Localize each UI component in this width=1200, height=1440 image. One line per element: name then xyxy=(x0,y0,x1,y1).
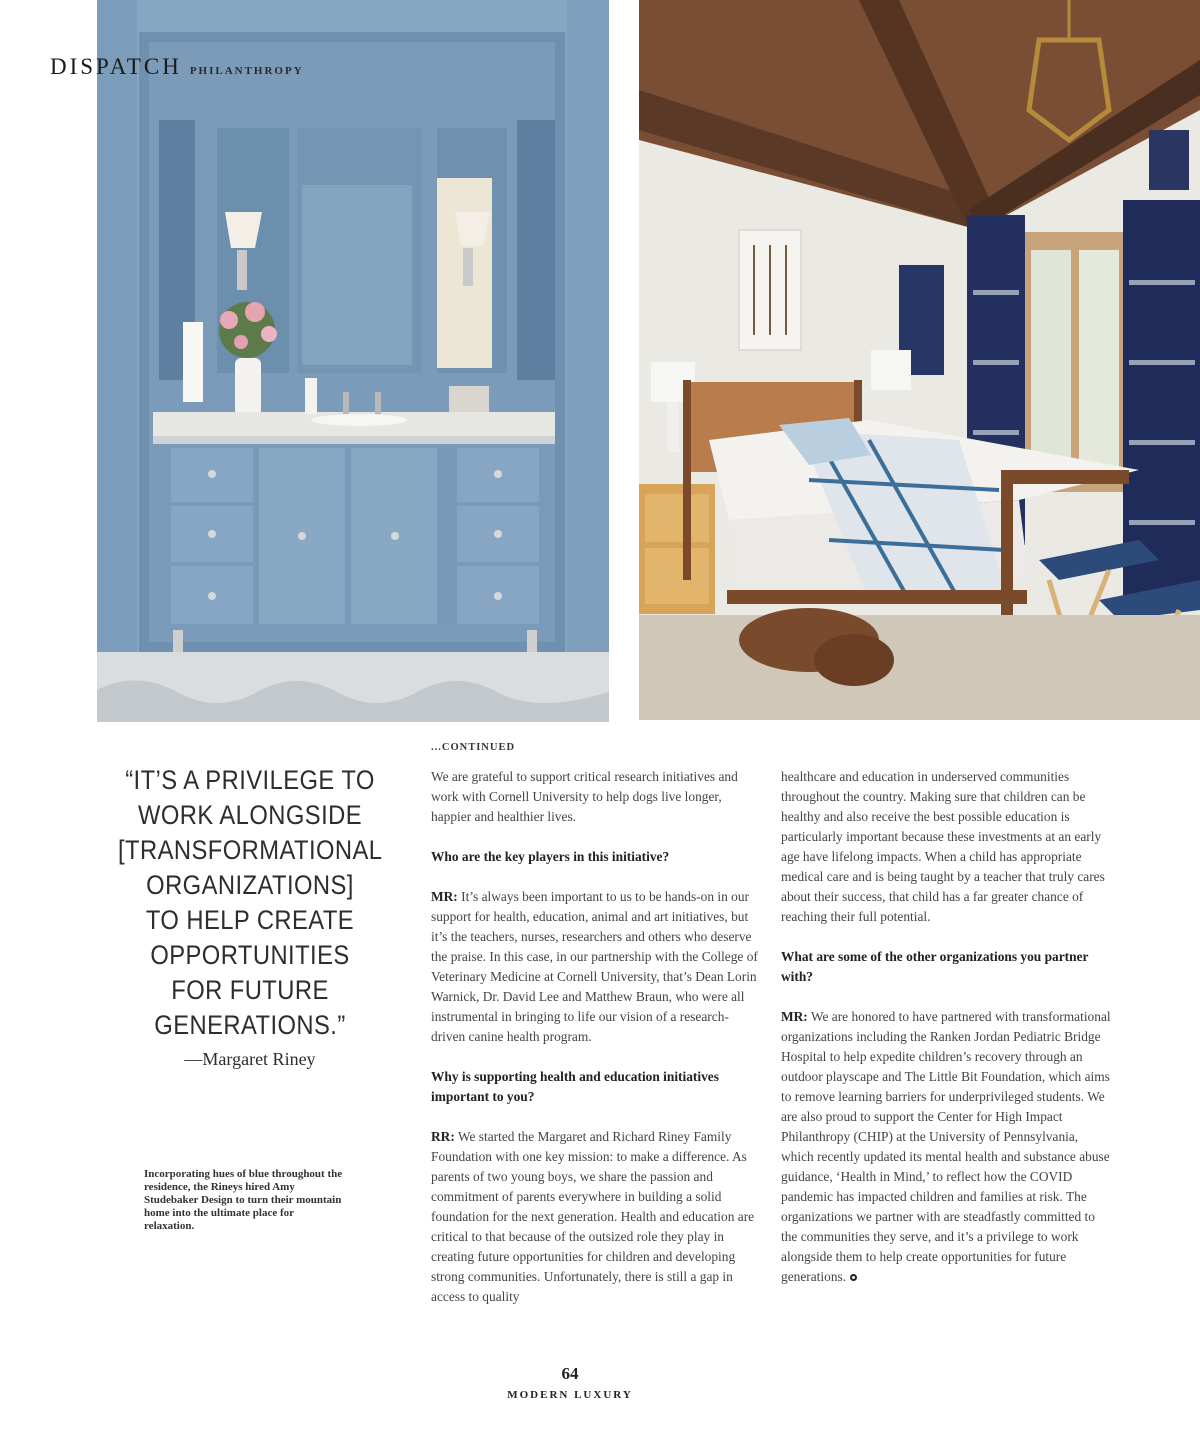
answer-text: We are honored to have partnered with transformational organizations including the Ranken Jordan Pediatric Bridge Hospital to help expedite children’s recovery through an outdoor playscape and The Little Bit Foundation, which aims to remove learning barriers for underprivileged students. We are also proud to support the Center for High Impact Philanthropy (CHIP) at the University of Pennsylvania, which recently updated its mental health and substance abuse guidance, ‘Health in Mind,’ to reflect how the COVID pandemic has impacted children and families at risk. The organizations we partner with are steadfastly committed to the communities they serve, and it’s a privilege to work alongside them to help create opportunities for future generations. xyxy=(781,1009,1111,1284)
magazine-name: MODERN LUXURY xyxy=(507,1389,633,1401)
pull-quote xyxy=(100,763,400,1070)
interview-answer xyxy=(781,1007,1113,1287)
article-column-1 xyxy=(431,767,763,1307)
pull-quote-text: “IT’S A PRIVILEGE TO WORK ALONGSIDE [TRANSFORMATIONAL ORGANIZATIONS] TO HELP CREATE OPPORTUNITIES FOR FUTURE GENERATIONS.” xyxy=(118,765,383,1040)
photo-caption: Incorporating hues of blue throughout the residence, the Rineys hired Amy Studebaker Design to turn their mountain home into the ultimate place for relaxation. xyxy=(144,1168,343,1232)
interview-answer xyxy=(431,887,763,1047)
answer-text: It’s always been important to us to be hands-on in our support for health, education, animal and art initiatives, but it’s the teachers, nurses, researchers and others who deserve the praise. In this case, in our partnership with the College of Veterinary Medicine at Cornell University, that’s Dean Lorin Warnick, Dr. David Lee and Matthew Braun, who were all instrumental in bringing to life our vision of a research-driven canine health program. xyxy=(431,889,758,1044)
subsection-name: PHILANTHROPY xyxy=(189,65,304,77)
article-paragraph: healthcare and education in underserved communities throughout the country. Making sure that children can be healthy and also receive the best possible education is particularly important because these investments at an early age have lifelong impacts. When a child has appropriate medical care and is being taught by a teacher that truly cares about their success, that child has a far greater chance of reaching their full potential. xyxy=(781,769,1105,924)
speaker-initials: RR: xyxy=(431,1129,455,1144)
bathroom-vanity-photo xyxy=(97,0,609,722)
page-number: 64 xyxy=(561,1364,579,1383)
speaker-initials: MR: xyxy=(781,1009,808,1024)
answer-text: We started the Margaret and Richard Riney Family Foundation with one key mission: to make a difference. As parents of two young boys, we share the passion and commitment of parents everywhere in building a solid foundation for the next generation. Health and education are critical to that because of the outsized role they play in creating future opportunities for children and developing strong communities. Unfortunately, there is still a gap in access to quality xyxy=(431,1129,755,1304)
article-column-2 xyxy=(781,767,1113,1287)
continued-label: ...CONTINUED xyxy=(431,742,516,753)
interview-question: Who are the key players in this initiative? xyxy=(431,849,670,864)
speaker-initials: MR: xyxy=(431,889,458,904)
pull-quote-attribution: —Margaret Riney xyxy=(184,1049,316,1069)
bedroom-photo xyxy=(639,0,1200,720)
section-name: DISPATCH xyxy=(50,54,182,79)
section-label xyxy=(50,54,304,80)
interview-answer xyxy=(431,1127,763,1307)
interview-question: What are some of the other organizations you partner with? xyxy=(781,949,1089,984)
interview-question: Why is supporting health and education initiatives important to you? xyxy=(431,1069,719,1104)
end-mark-icon xyxy=(850,1274,857,1281)
article-paragraph: We are grateful to support critical research initiatives and work with Cornell University to help dogs live longer, happier and healthier lives. xyxy=(431,769,738,824)
